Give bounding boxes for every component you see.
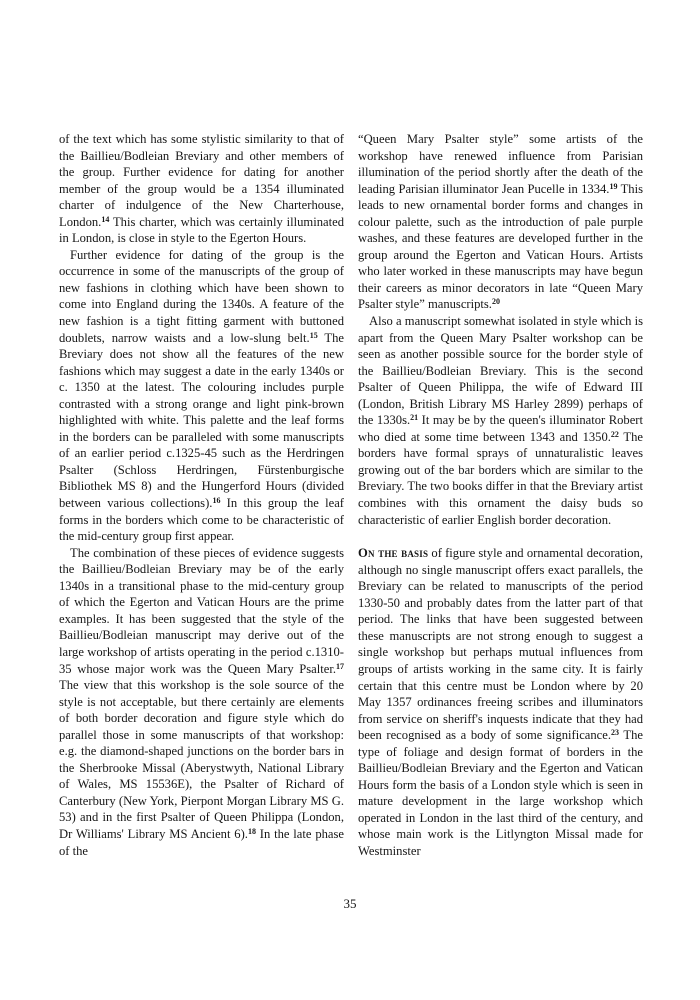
- footnote-ref: 16: [212, 496, 221, 506]
- footnote-ref: 21: [410, 413, 419, 423]
- left-text-column: [59, 131, 344, 859]
- paragraph: [358, 313, 643, 528]
- paragraph-text: This charter, which was certainly illuminated in London, is close in style to the Egerton Hours.: [59, 214, 344, 246]
- footnote-ref: 22: [610, 429, 619, 439]
- paragraph-text: Further evidence for dating of the group is the occurrence in some of the manuscripts of the group of new fashions in clothing which have been shown to come into England during the 1340s. A feature of the new fashion is a tight fitting garment with buttoned doublets, narrow waists and a low-slung belt.: [59, 247, 344, 345]
- footnote-ref: 14: [101, 214, 110, 224]
- paragraph-text: It may be by the queen's illuminator Robert who died at some time between 1343 and 1350.: [358, 413, 643, 444]
- footnote-ref: 19: [609, 181, 618, 191]
- right-text-column: [358, 131, 643, 860]
- page-number: 35: [343, 896, 357, 911]
- paragraph: [59, 131, 344, 247]
- footnote-ref: 18: [247, 826, 256, 836]
- paragraph: [59, 247, 344, 545]
- paragraph-text: This leads to new ornamental border forms and changes in colour palette, such as the introduction of pale purple washes, and these features are developed further in the group around the Egerton and Vatican Hours. Artists who later worked in these manuscripts may have begun their careers as minor decorators in late “Queen Mary Psalter style” manuscripts.: [358, 181, 643, 312]
- paragraph: [59, 545, 344, 859]
- section-opening-paragraph: [358, 545, 643, 859]
- section-lead-in: On the basis: [358, 546, 429, 561]
- paragraph-text: The type of foliage and design format of borders in the Baillieu/Bodleian Breviary and the Egerton and Vatican Hours form the basis of a London style which is seen in mature development in the large workshop which operated in London in the last third of the century, and whose main work is the Litlyngton Missal made for Westminster: [358, 728, 643, 858]
- paragraph-text: The Breviary does not show all the features of the new fashions which may suggest a date in the early 1340s or c. 1350 at the latest. The colouring includes purple contrasted with a strong orange and light pink-brown highlighted with white. This palette and the leaf forms in the borders can be paralleled with some manuscripts of an earlier period c.1325-45 such as the Herdringen Psalter (Schloss Herdringen, Fürstenburgische Bibliothek MS 8) and the Hungerford Hours (divided between various collections).: [59, 330, 344, 511]
- paragraph-text: “Queen Mary Psalter style” some artists of the workshop have renewed influence from Parisian illumination of the period shortly after the death of the leading Parisian illuminator Jean Pucelle in 1334.: [358, 132, 643, 196]
- paragraph-text: The combination of these pieces of evidence suggests the Baillieu/Bodleian Breviary may be of the early 1340s in a transitional phase to the mid-century group of which the Egerton and Vatican Hours are the prime examples. It has been suggested that the style of the Baillieu/Bodleian manuscript may derive out of the large workshop of artists operating in the period c.1310-35 whose major work was the Queen Mary Psalter.: [59, 545, 344, 676]
- footnote-ref: 20: [491, 297, 500, 307]
- footnote-ref: 15: [309, 330, 318, 340]
- paragraph-text: The view that this workshop is the sole source of the style is not acceptable, but there certainly are elements of both border decoration and figure style which do parallel those in some manuscripts of that workshop: e.g. the diamond-shaped junctions on the border bars in the Sherbrooke Missal (Aberystwyth, National Library of Wales, MS 15536E), the Psalter of Richard of Canterbury (New York, Pierpont Morgan Library MS G. 53) and in the first Psalter of Queen Philippa (London, Dr Williams' Library MS Ancient 6).: [59, 678, 344, 841]
- paragraph: [358, 131, 643, 313]
- paragraph-text: In the late phase of the: [59, 826, 344, 858]
- paragraph-text: of figure style and ornamental decoration, although no single manuscript offers exact parallels, the Breviary can be related to manuscripts of the period 1330-50 and probably dates from the latter part of that period. The links that have been suggested between these manuscripts are not strong enough to suggest a single workshop but perhaps mutual influences from groups of artists working in the same city. It is fairly certain that this centre must be London where by 20 May 1357 ordinances freeing scribes and illuminators from service on sheriff's inquests indicate that they had been recognised as a body of some significance.: [358, 546, 643, 743]
- footnote-ref: 23: [611, 728, 620, 738]
- paragraph-text: Also a manuscript somewhat isolated in style which is apart from the Queen Mary Psalter workshop can be seen as another possible source for the border style of the Baillieu/Bodleian Breviary. This is the second Psalter of Queen Philippa, the wife of Edward III (London, British Library MS Harley 2899) perhaps of the 1330s.: [358, 314, 643, 428]
- paragraph-text: The borders have formal sprays of unnaturalistic leaves growing out of the bar borders which are similar to the Breviary. The two books differ in that the Breviary artist combines with this ornament the daisy buds so characteristic of earlier English border decoration.: [358, 429, 643, 527]
- paragraph-text: In this group the leaf forms in the borders which come to be characteristic of the mid-century group first appear.: [59, 496, 344, 544]
- footnote-ref: 17: [336, 661, 344, 671]
- paragraph-text: of the text which has some stylistic similarity to that of the Baillieu/Bodleian Breviary and other members of the group. Further evidence for dating for another member of the group would be a 1354 illuminated charter of indulgence of the New Charterhouse, London.: [59, 132, 344, 229]
